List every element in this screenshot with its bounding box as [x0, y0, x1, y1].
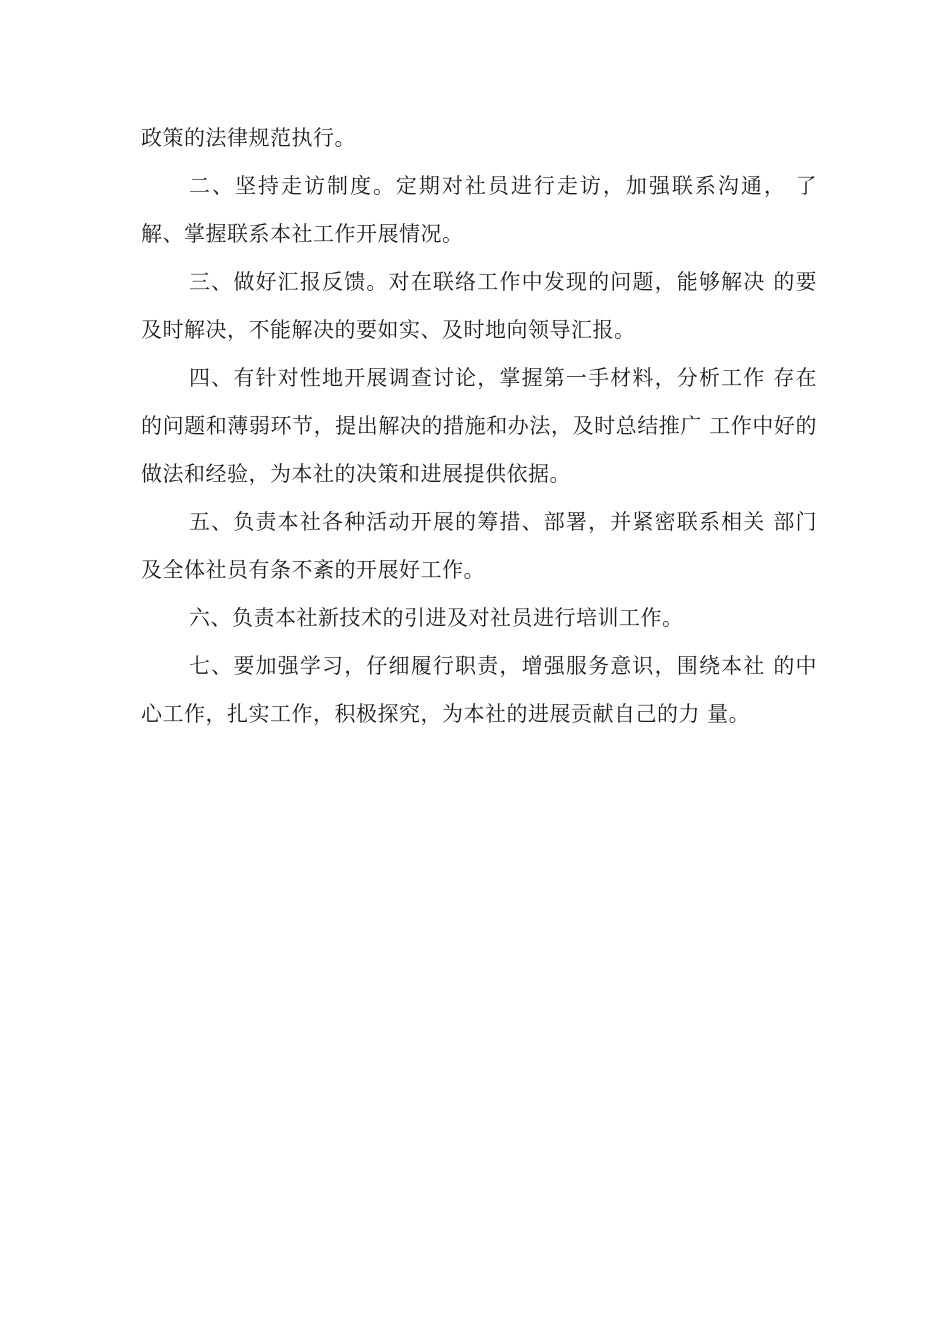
- paragraph-continuation: 政策的法律规范执行。: [141, 126, 356, 150]
- document-body: [141, 114, 817, 738]
- paragraph-item-6: 六、负责本社新技术的引进及对社员进行培训工作。: [189, 606, 684, 630]
- paragraph-item-2: 二、坚持走访制度。定期对社员进行走访，加强联系沟通， 了解、掌握联系本社工作开展情况。: [141, 174, 817, 246]
- paragraph-item-3: 三、做好汇报反馈。对在联络工作中发现的问题，能够解决 的要及时解决，不能解决的要如实、及时地向领导汇报。: [141, 270, 817, 342]
- paragraph-item-4: 四、有针对性地开展调查讨论，掌握第一手材料，分析工作 存在的问题和薄弱环节，提出解决的措施和办法，及时总结推广 工作中好的做法和经验，为本社的决策和进展提供依据。: [141, 366, 817, 486]
- paragraph-item-7: 七、要加强学习，仔细履行职责，增强服务意识，围绕本社 的中心工作，扎实工作，积极探究，为本社的进展贡献自己的力 量。: [141, 654, 817, 726]
- paragraph-item-5: 五、负责本社各种活动开展的筹措、部署，并紧密联系相关 部门及全体社员有条不紊的开展好工作。: [141, 510, 817, 582]
